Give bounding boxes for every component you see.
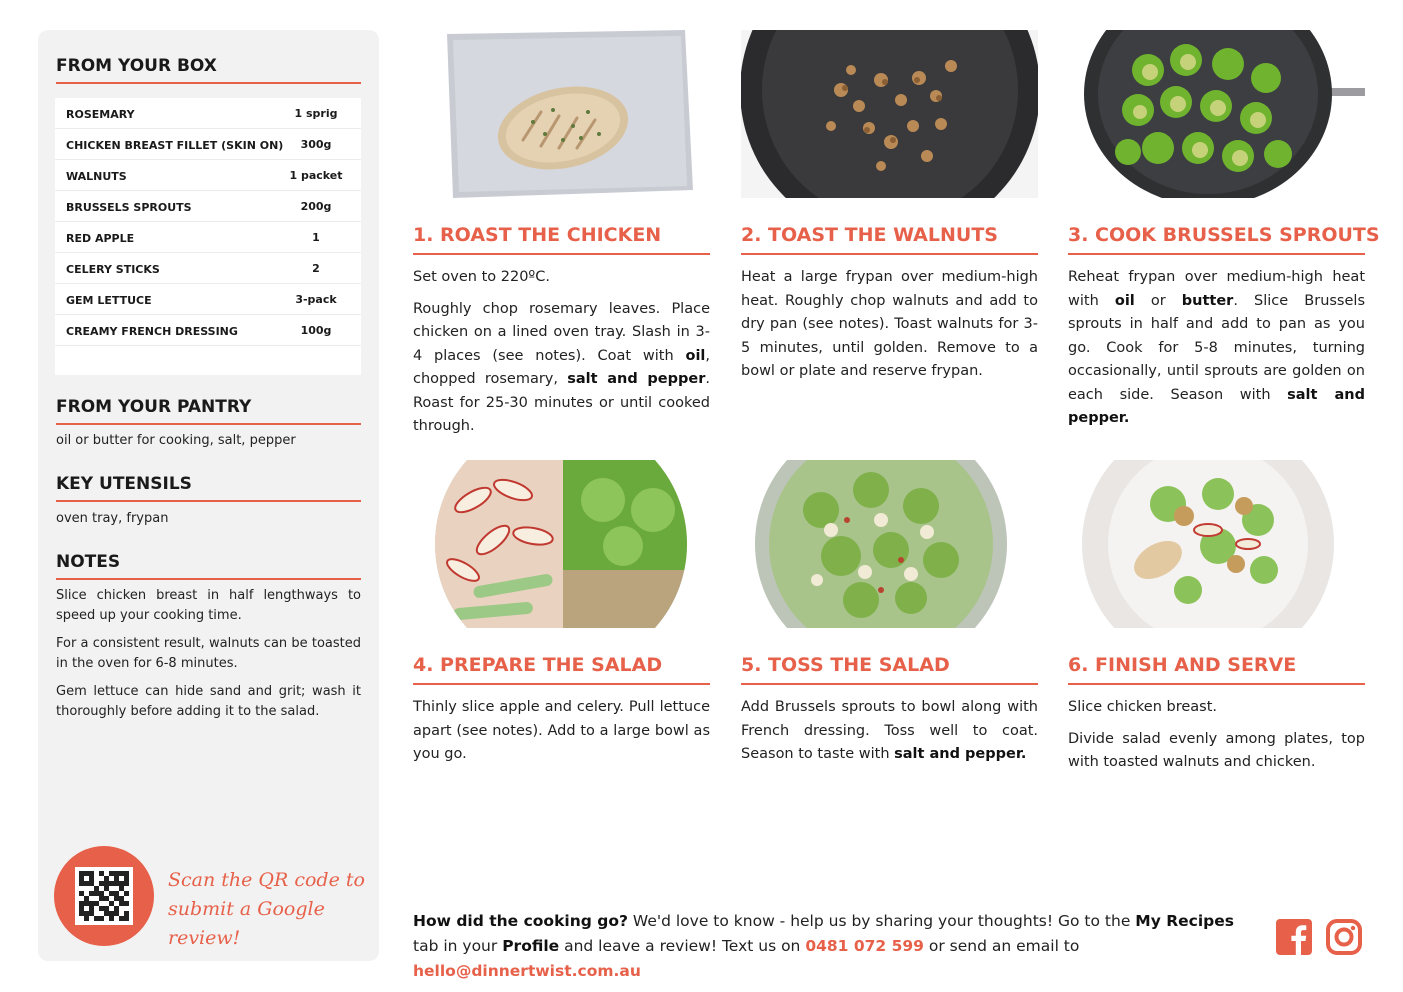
ingredient-name: CHICKEN BREAST FILLET (SKIN ON) — [66, 139, 284, 152]
step-rule — [1068, 253, 1365, 255]
heading-rule — [56, 423, 361, 425]
step-4-instructions — [413, 696, 710, 775]
step-6-instructions — [1068, 696, 1365, 783]
step-paragraph — [741, 696, 1038, 767]
bold-text: My Recipes — [1135, 912, 1234, 930]
qr-caption-line: Scan the QR code to — [168, 869, 365, 891]
step-1-photo — [413, 30, 710, 198]
ingredients-table — [55, 98, 361, 375]
ingredient-qty: 2 — [312, 262, 320, 275]
ingredient-qty: 1 sprig — [294, 107, 338, 120]
ingredient-name: CREAMY FRENCH DRESSING — [66, 325, 238, 338]
step-1-instructions — [413, 266, 710, 447]
heading-rule — [56, 500, 361, 502]
qr-code-badge[interactable] — [54, 846, 154, 946]
step-title: 3. COOK BRUSSELS SPROUTS — [1068, 224, 1380, 246]
sidebar — [38, 30, 379, 961]
step-paragraph — [413, 298, 710, 439]
ingredient-row — [55, 253, 361, 284]
step-title: 2. TOAST THE WALNUTS — [741, 224, 998, 246]
ingredient-row — [55, 315, 361, 346]
notes-heading: NOTES — [56, 552, 121, 572]
bold-text: butter — [1181, 292, 1234, 309]
ingredient-name: RED APPLE — [66, 232, 135, 245]
step-title: 5. TOSS THE SALAD — [741, 654, 950, 676]
step-6-photo — [1068, 460, 1365, 628]
text-run: Set oven to 220ºC. — [413, 269, 550, 285]
text-run: We'd love to know - help us by sharing your thoughts! Go to the — [627, 912, 1136, 930]
step-title: 6. FINISH AND SERVE — [1068, 654, 1297, 676]
step-rule — [1068, 683, 1365, 685]
ingredient-qty: 100g — [300, 324, 332, 337]
ingredient-row — [55, 98, 361, 129]
bold-text: salt and pepper. — [1068, 386, 1365, 426]
text-run: Reheat frypan over medium-high heat with — [1068, 269, 1365, 309]
heading-rule — [56, 82, 361, 84]
bold-text: salt and pepper. — [894, 746, 1027, 762]
step-paragraph — [1068, 696, 1365, 720]
qr-caption-line: submit a Google review! — [168, 898, 325, 949]
text-run: Heat a large frypan over medium-high heat. Roughly chop walnuts and add to dry pan (see notes). Toast walnuts for 3-5 minutes, until golden. Remove to a bowl or plate and reserve frypan. — [741, 269, 1038, 379]
step-rule — [741, 683, 1038, 685]
qr-caption — [168, 866, 368, 953]
feedback-footer — [413, 909, 1263, 984]
text-run: and leave a review! Text us on — [559, 937, 806, 955]
utensils-text: oven tray, frypan — [56, 511, 169, 526]
text-run: or — [1134, 292, 1182, 309]
ingredient-row — [55, 160, 361, 191]
step-3-photo — [1068, 30, 1365, 198]
step-2-photo — [741, 30, 1038, 198]
note-item: Slice chicken breast in half lengthways to speed up your cooking time. — [56, 588, 361, 623]
ingredient-name: ROSEMARY — [66, 108, 135, 121]
text-run: , chopped rosemary, — [413, 347, 710, 387]
contact-link[interactable]: hello@dinnertwist.com.au — [413, 962, 641, 980]
text-run: or send an email to — [923, 937, 1080, 955]
step-rule — [741, 253, 1038, 255]
step-paragraph — [413, 266, 710, 290]
step-4-photo — [413, 460, 710, 628]
ingredient-qty: 1 — [312, 231, 320, 244]
bold-text: salt and pepper — [567, 371, 706, 387]
step-paragraph — [1068, 266, 1365, 431]
text-run: Slice chicken breast. — [1068, 699, 1218, 715]
step-paragraph — [413, 696, 710, 767]
step-title: 1. ROAST THE CHICKEN — [413, 224, 662, 246]
from-your-box-heading: FROM YOUR BOX — [56, 56, 217, 76]
from-your-pantry-heading: FROM YOUR PANTRY — [56, 397, 252, 417]
ingredient-name: WALNUTS — [66, 170, 127, 183]
text-run: Roughly chop rosemary leaves. Place chicken on a lined oven tray. Slash in 3-4 places (see notes). Coat with — [413, 300, 710, 364]
ingredient-row — [55, 191, 361, 222]
pantry-text: oil or butter for cooking, salt, pepper — [56, 433, 296, 448]
instagram-icon[interactable] — [1325, 918, 1363, 956]
text-run: . Roast for 25-30 minutes or until cooked through. — [413, 371, 710, 434]
step-paragraph — [1068, 728, 1365, 775]
ingredient-qty: 3-pack — [295, 293, 337, 306]
ingredient-qty: 1 packet — [289, 169, 343, 182]
text-run: Add Brussels sprouts to bowl along with French dressing. Toss well to coat. Season to taste with — [741, 699, 1038, 762]
facebook-icon[interactable] — [1275, 918, 1313, 956]
bold-text: Profile — [502, 937, 560, 955]
ingredient-row — [55, 129, 361, 160]
step-3-instructions — [1068, 266, 1365, 439]
ingredient-qty: 200g — [300, 200, 332, 213]
text-run: . Slice Brussels sprouts in half and add to pan as you go. Cook for 5-8 minutes, turning occasionally, until sprouts are golden on each side. Season with — [1068, 292, 1365, 403]
text-run: Divide salad evenly among plates, top with toasted walnuts and chicken. — [1068, 730, 1365, 770]
step-rule — [413, 683, 710, 685]
ingredient-name: CELERY STICKS — [66, 263, 160, 276]
bold-text: oil — [1114, 292, 1135, 309]
note-item: For a consistent result, walnuts can be toasted in the oven for 6-8 minutes. — [56, 636, 361, 671]
heading-rule — [56, 578, 361, 580]
step-rule — [413, 253, 710, 255]
ingredient-row — [55, 222, 361, 253]
text-run: Thinly slice apple and celery. Pull lettuce apart (see notes). Add to a large bowl as you go. — [413, 699, 710, 762]
text-run: tab in your — [413, 937, 503, 955]
step-title: 4. PREPARE THE SALAD — [413, 654, 663, 676]
contact-link[interactable]: 0481 072 599 — [805, 937, 924, 955]
bold-text: oil — [685, 347, 706, 364]
ingredient-qty: 300g — [300, 138, 332, 151]
step-5-instructions — [741, 696, 1038, 775]
step-paragraph — [741, 266, 1038, 384]
ingredient-row — [55, 284, 361, 315]
key-utensils-heading: KEY UTENSILS — [56, 474, 192, 494]
step-5-photo — [741, 460, 1038, 628]
bold-text: How did the cooking go? — [413, 912, 628, 930]
qr-code-icon — [75, 867, 133, 925]
ingredient-name: GEM LETTUCE — [66, 294, 152, 307]
note-item: Gem lettuce can hide sand and grit; wash it thoroughly before adding it to the salad. — [56, 684, 361, 719]
ingredient-name: BRUSSELS SPROUTS — [66, 201, 192, 214]
step-2-instructions — [741, 266, 1038, 392]
